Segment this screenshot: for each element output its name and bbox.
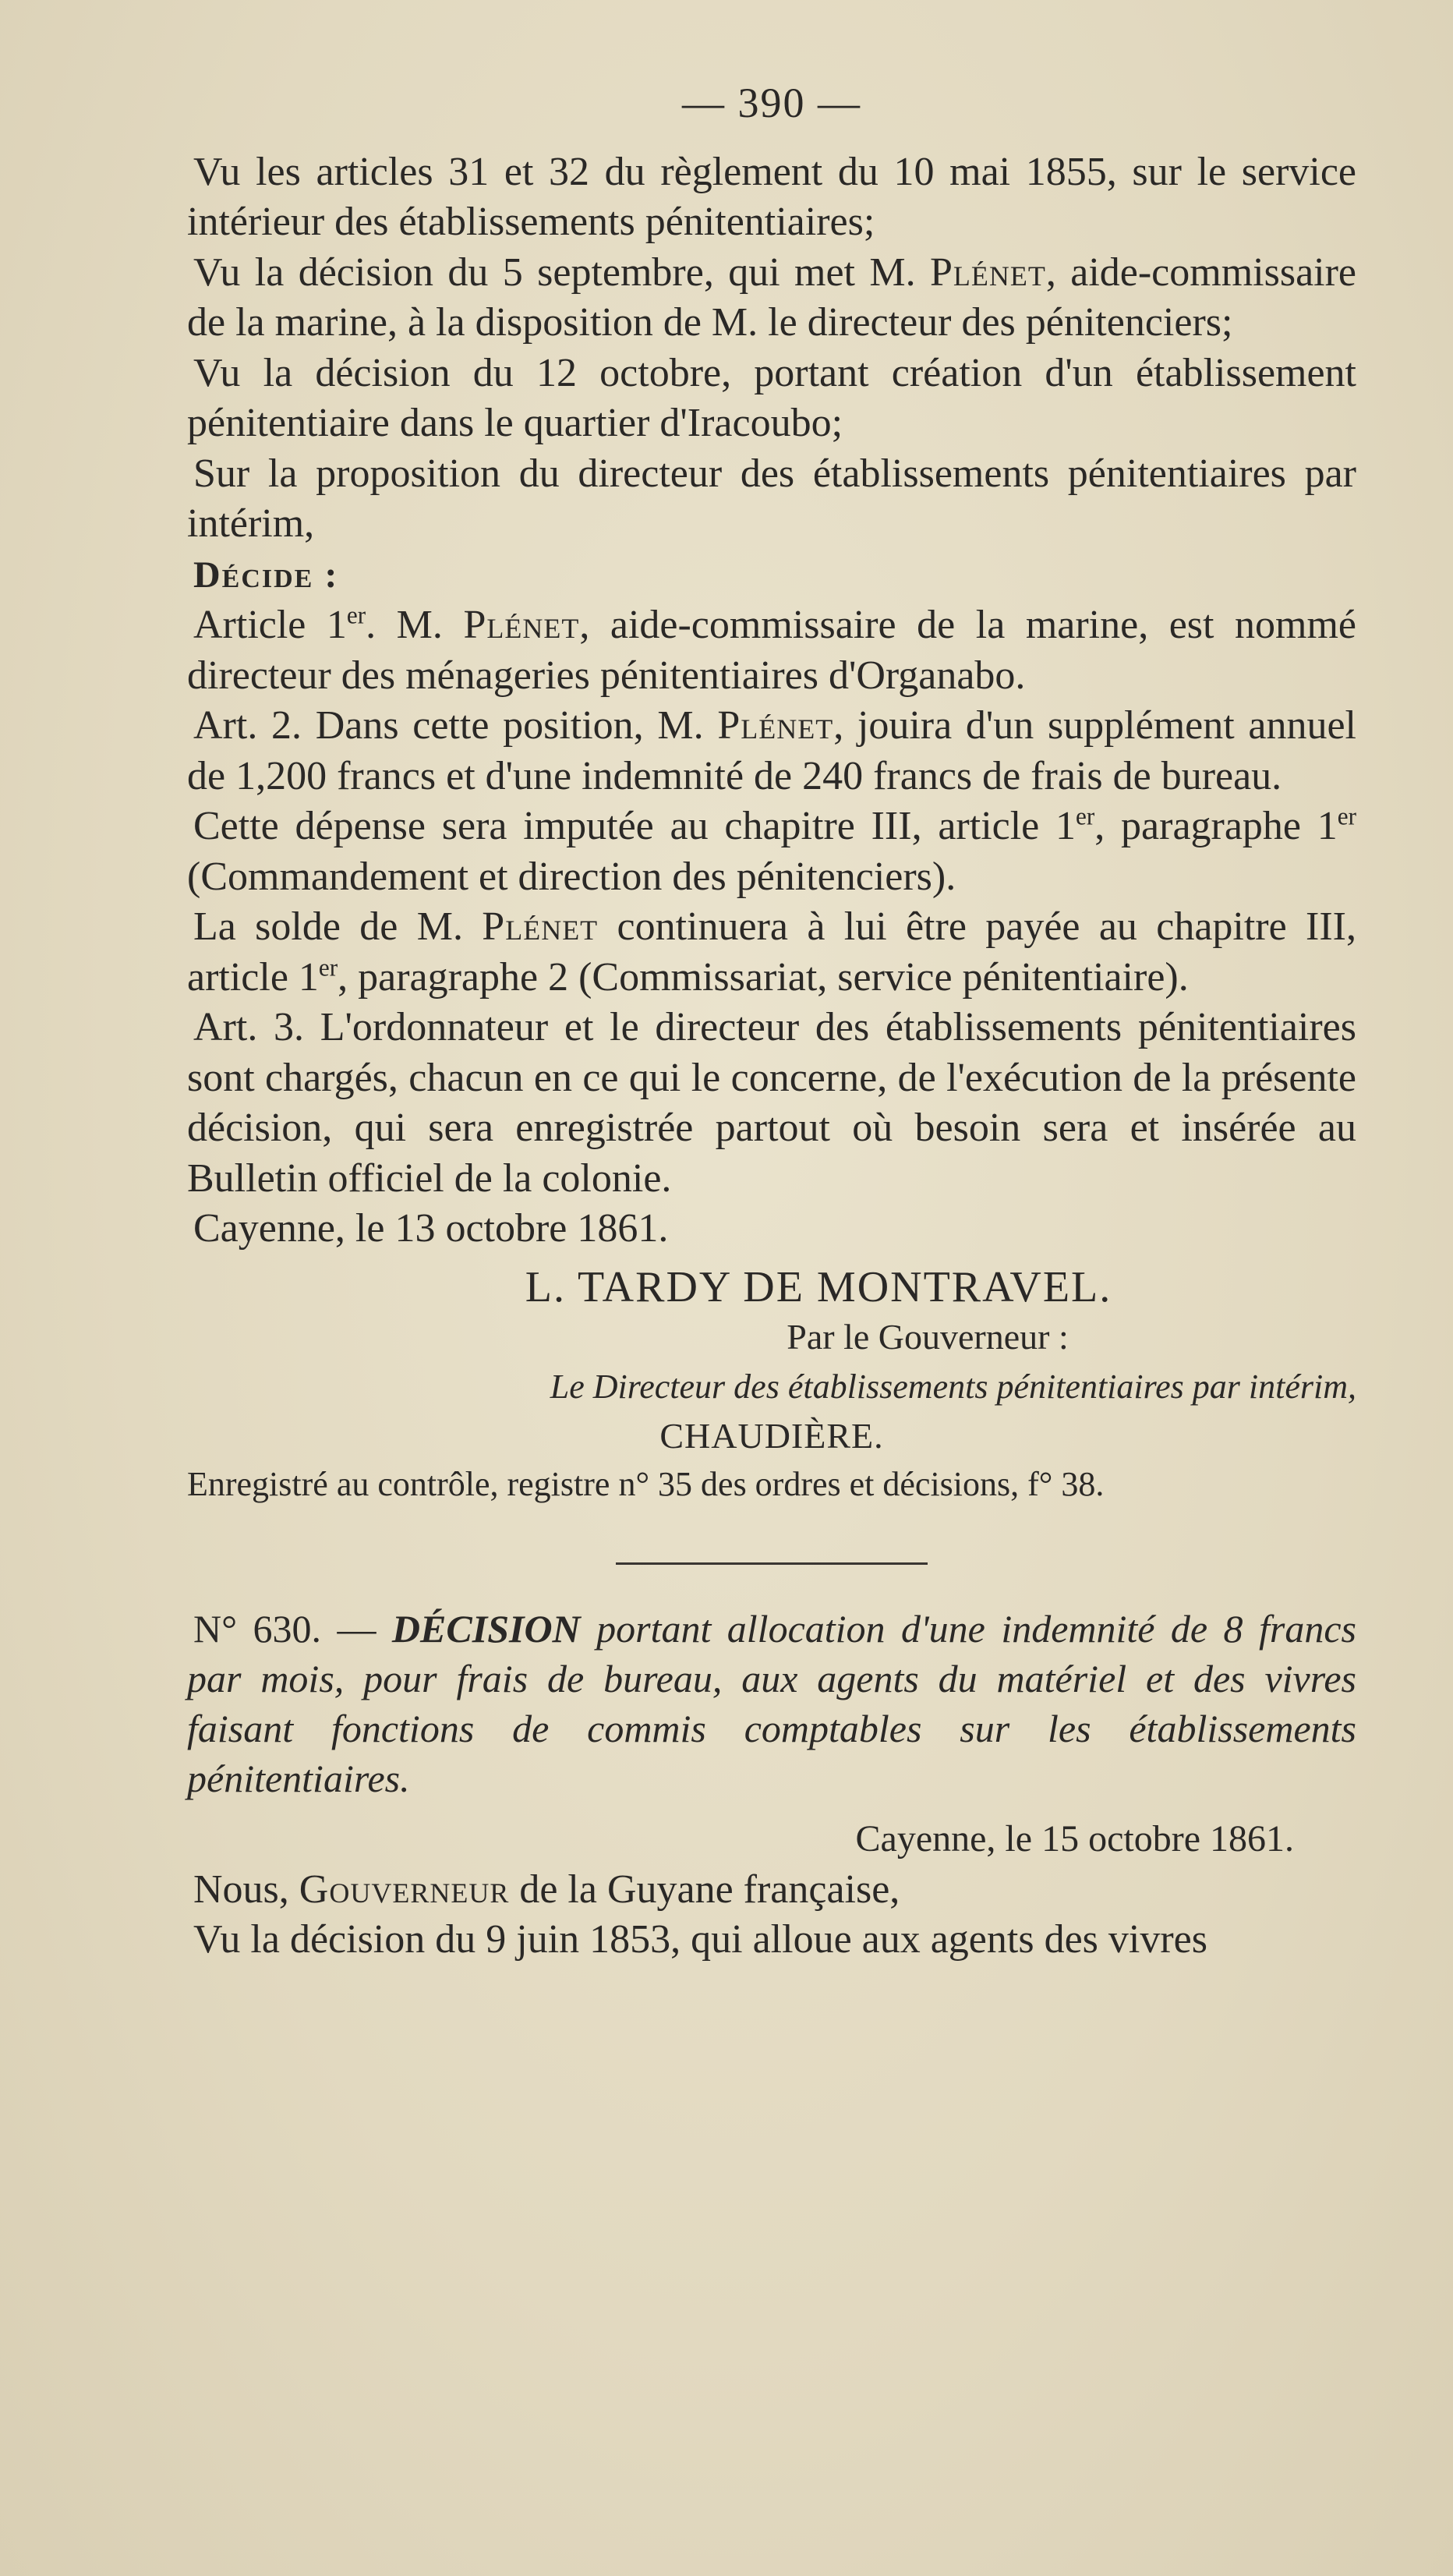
text: , paragraphe 2 (Commissariat, service pénitentiaire). xyxy=(338,954,1189,1000)
text: Art. 2. Dans cette position, M. xyxy=(193,703,718,748)
director-role: Le Directeur des établissements pénitentiaires par intérim, xyxy=(550,1367,1356,1406)
text: Vu les articles 31 et 32 du règlement du 10 mai 1855, sur le service intérieur des établissements pénitentiaires; xyxy=(187,149,1356,244)
person-name: Plénet xyxy=(463,603,580,647)
text: Sur la proposition du directeur des établissements pénitentiaires par intérim, xyxy=(187,451,1356,546)
text: Cayenne, le 13 octobre 1861. xyxy=(193,1206,669,1251)
person-name: Plénet xyxy=(717,703,834,748)
paragraph xyxy=(187,1865,1356,1916)
superscript: er xyxy=(346,601,366,629)
article-3 xyxy=(187,1003,1356,1204)
superscript: er xyxy=(318,954,338,982)
article-2 xyxy=(187,701,1356,801)
text: , aide-commissaire de la marine, est nommé directeur des ménageries pénitentiaires d'Organabo. xyxy=(187,603,1356,698)
registration-note: Enregistré au contrôle, registre n° 35 des ordres et décisions, f° 38. xyxy=(187,1465,1105,1503)
text: Vu la décision du 5 septembre, qui met M. xyxy=(193,249,930,295)
text: de la Guyane française, xyxy=(509,1867,900,1912)
decide-heading xyxy=(187,550,1356,601)
text: continuera à lui être payée au chapitre III, article 1 xyxy=(187,904,1356,1000)
title-text: Gouverneur xyxy=(299,1867,510,1912)
section-divider xyxy=(616,1562,928,1565)
paragraph xyxy=(187,349,1356,449)
date-line xyxy=(187,1204,1356,1254)
text: , jouira d'un supplément annuel de 1,200 francs et d'une indemnité de 240 francs de frais de bureau. xyxy=(187,703,1356,798)
governor-signature: L. TARDY DE MONTRAVEL. xyxy=(525,1262,1112,1311)
entry-630-date: Cayenne, le 15 octobre 1861. xyxy=(855,1818,1294,1859)
paragraph xyxy=(187,248,1356,349)
director-signature: CHAUDIÈRE. xyxy=(659,1415,884,1456)
paragraph xyxy=(187,801,1356,902)
by-governor: Par le Gouverneur : xyxy=(787,1317,1069,1357)
document-page xyxy=(187,78,1356,1966)
text: Article 1 xyxy=(193,603,347,647)
text: Nous, xyxy=(193,1867,299,1912)
text: Art. 3. L'ordonnateur et le directeur des établissements pénitentiaires sont chargés, chacun en ce qui le concerne, de l'exécution de la présente décision, qui sera enregistrée partout où besoin sera et insérée au Bulletin officiel de la colonie. xyxy=(187,1005,1356,1201)
entry-title: portant allocation d'une indemnité de 8 francs par mois, pour frais de bureau, aux agents du matériel et des vivres faisant fonctions de commis comptables sur les établissements pénitentiaires. xyxy=(187,1607,1356,1800)
decision-label: DÉCISION xyxy=(391,1607,581,1651)
text: Vu la décision du 12 octobre, portant création d'un établissement pénitentiaire dans le quartier d'Iracoubo; xyxy=(187,350,1356,445)
page-number: — 390 — xyxy=(682,80,861,126)
text: La solde de M. xyxy=(193,904,483,949)
text: . M. xyxy=(366,603,464,647)
person-name: Plénet xyxy=(929,249,1046,295)
text: Vu la décision du 9 juin 1853, qui alloue aux agents des vivres xyxy=(193,1917,1207,1962)
paragraph xyxy=(187,449,1356,550)
text: , aide-commissaire de la marine, à la disposition de M. le directeur des pénitenciers; xyxy=(187,249,1356,345)
superscript: er xyxy=(1076,802,1095,830)
article-1 xyxy=(187,600,1356,701)
entry-630-heading xyxy=(187,1604,1356,1803)
text: (Commandement et direction des pénitenciers). xyxy=(187,854,956,899)
person-name: Plénet xyxy=(482,904,599,949)
paragraph xyxy=(187,902,1356,1003)
text: Décide : xyxy=(193,554,339,596)
paragraph xyxy=(187,147,1356,248)
text: , paragraphe 1 xyxy=(1094,804,1338,848)
text: Cette dépense sera imputée au chapitre III, article 1 xyxy=(193,804,1076,848)
superscript: er xyxy=(1337,802,1357,830)
paragraph xyxy=(187,1915,1356,1966)
entry-number: N° 630. — xyxy=(193,1607,392,1651)
